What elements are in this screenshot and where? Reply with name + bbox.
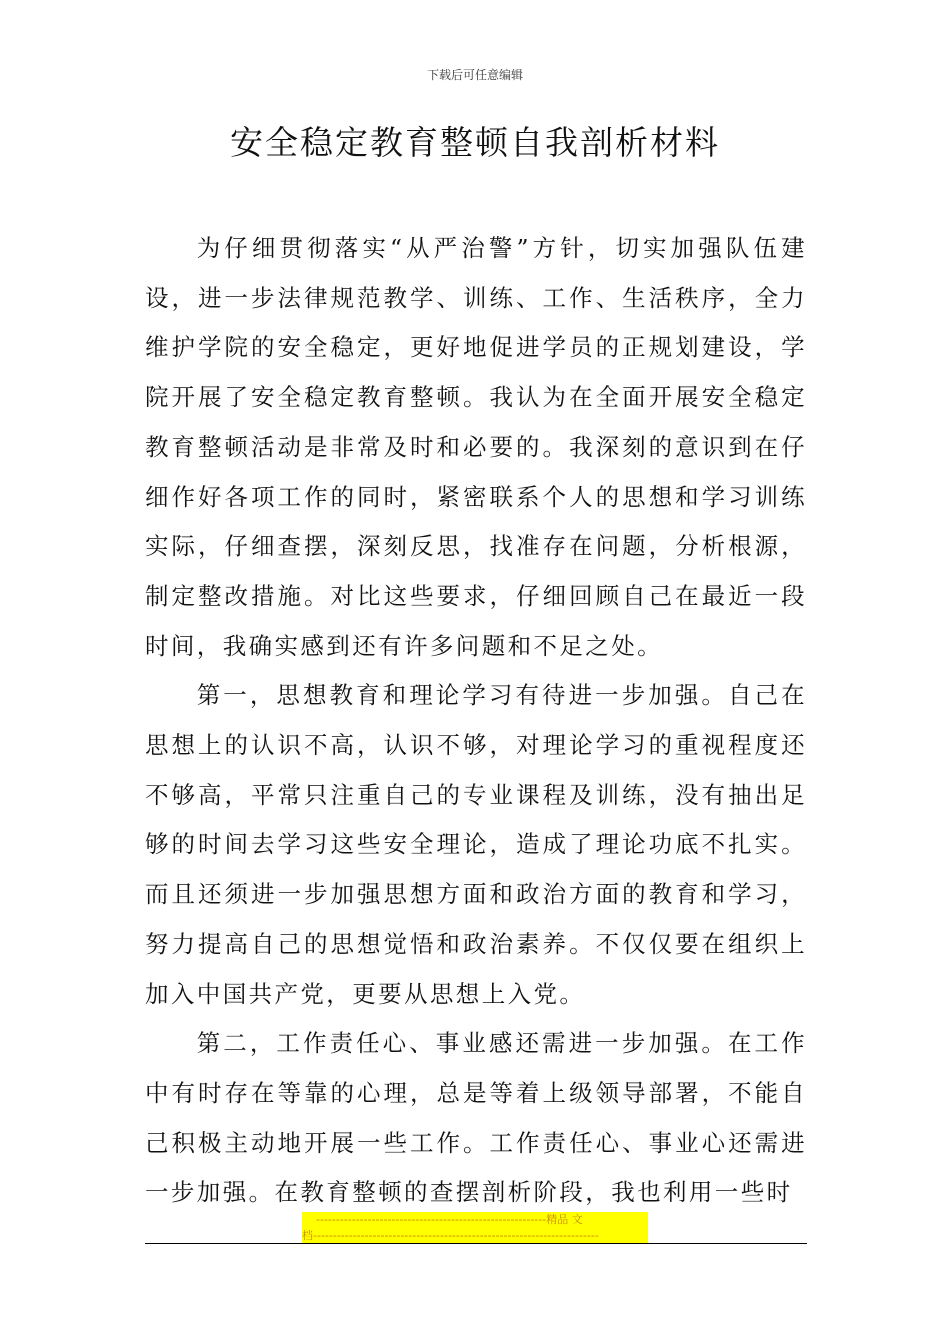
footer-divider <box>145 1243 807 1244</box>
document-body <box>145 224 807 1218</box>
footer-watermark <box>302 1212 648 1244</box>
document-title: 安全稳定教育整顿自我剖析材料 <box>230 123 720 162</box>
paragraph-first-point: 第一，思想教育和理论学习有待进一步加强。自己在思想上的认识不高，认识不够，对理论学习的重视程度还不够高，平常只注重自己的专业课程及训练，没有抽出足够的时间去学习这些安全理论，造成了理论功底不扎实。而且还须进一步加强思想方面和政治方面的教育和学习，努力提高自己的思想觉悟和政治素养。不仅仅要在组织上加入中国共产党，更要从思想上入党。 <box>145 681 807 1008</box>
paragraph-intro: 为仔细贯彻落实“从严治警”方针，切实加强队伍建设，进一步法律规范教学、训练、工作、生活秩序，全力维护学院的安全稳定，更好地促进学员的正规划建设，学院开展了安全稳定教育整顿。我认为在全面开展安全稳定教育整顿活动是非常及时和必要的。我深刻的意识到在仔细作好各项工作的同时，紧密联系个人的思想和学习训练实际，仔细查摆，深刻反思，找准存在问题，分析根源，制定整改措施。对比这些要求，仔细回顾自己在最近一段时间，我确实感到还有许多问题和不足之处。 <box>145 234 807 660</box>
footer-line-1: ----------------------------------------------------------精品 文 <box>302 1212 648 1228</box>
footer-line-2: 档------------------------------------------------------------------------ <box>302 1228 648 1244</box>
paragraph-second-point: 第二，工作责任心、事业感还需进一步加强。在工作中有时存在等靠的心理，总是等着上级领导部署，不能自己积极主动地开展一些工作。工作责任心、事业心还需进一步加强。在教育整顿的查摆剖析阶段，我也利用一些时 <box>145 1029 807 1207</box>
header-note: 下载后可任意编辑 <box>426 68 523 82</box>
